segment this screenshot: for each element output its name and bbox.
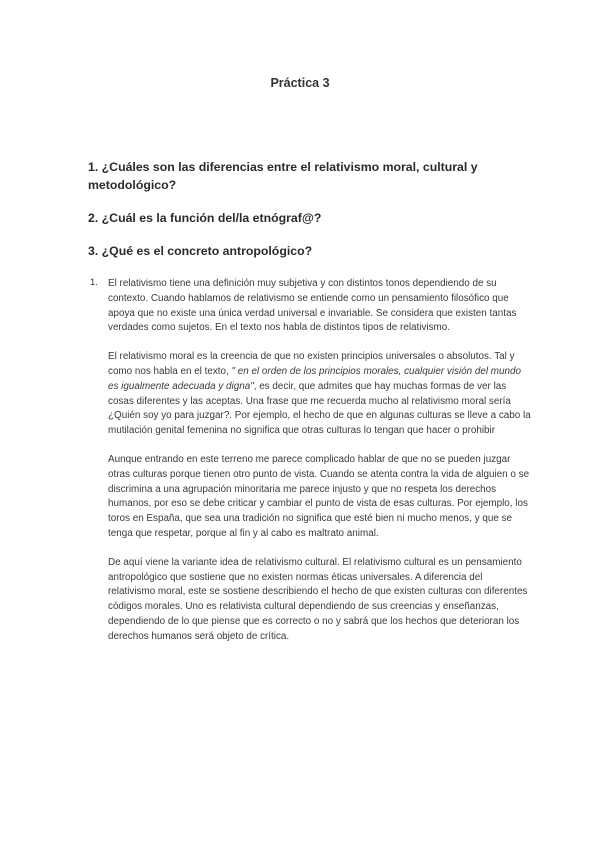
paragraph-relativismo-cultural: De aquí viene la variante idea de relativismo cultural. El relativismo cultural es un pensamiento antropológico que sostiene que no existen normas éticas universales. A diferencia del relativismo moral, este se sostiene describiendo el hecho de que existen culturas con diferentes códigos morales. Uno es relativista cultural dependiendo de sus creencias y enseñanzas, dependiendo de lo que piense que es correcto o no y sabrá que los hechos que deterioran los derechos humanos será objeto de crítica. — [108, 556, 528, 642]
paragraph-relativismo-moral — [108, 350, 532, 439]
paragraph-relativismo: El relativismo tiene una definición muy subjetiva y con distintos tonos dependiendo de su contexto. Cuando hablamos de relativismo se entiende como un pensamiento filosófico que apoya que no existe una única verdad universal e invariable. Se considera que existen tantas verdades como sujetos. En el texto nos habla de distintos tipos de relativismo. — [108, 278, 517, 334]
list-marker: 1. — [90, 277, 98, 288]
paragraph-text: El relativismo moral es la creencia de que no existen principios universales o absolutos. Tal y como nos habla en el texto, — [108, 351, 515, 377]
page-title: Práctica 3 — [270, 76, 330, 90]
question-1: 1. ¿Cuáles son las diferencias entre el relativismo moral, cultural y metodológico? — [88, 160, 478, 192]
questions-list — [88, 158, 528, 275]
question-3: 3. ¿Qué es el concreto antropológico? — [88, 244, 313, 258]
answer-section — [90, 277, 532, 659]
paragraph-text: , es decir, que admites que hay muchas formas de ver las cosas diferentes y las aceptas. Una frase que me recuerda mucho al relativismo moral sería ¿Quién soy yo para juzgar?. Por ejemplo, el hecho de que en algunas culturas se lleve a cabo la mutilación genital femenina no significa que otras culturas lo tengan que hacer o prohibir — [108, 380, 531, 437]
paragraph-opinion: Aunque entrando en este terreno me parece complicado hablar de que no se pueden juzgar otras culturas porque tienen otro punto de vista. Cuando se atenta contra la vida de alguien o se discrimina a una agrupación minoritaria me parece injusto y que no respeta los derechos humanos, por eso se debe criticar y cambiar el punto de vista de esas culturas. Por ejemplo, los toros en España, que sea una tradición no significa que esté bien ni mucho menos, y que se tenga que respetar, porque al fin y al cabo es maltrato animal. — [108, 453, 530, 539]
quote-text: " en el orden de los principios morales, cualquier visión del mundo es igualmente adecuada y digna" — [108, 365, 522, 392]
question-2: 2. ¿Cuál es la función del/la etnógraf@? — [88, 211, 322, 225]
